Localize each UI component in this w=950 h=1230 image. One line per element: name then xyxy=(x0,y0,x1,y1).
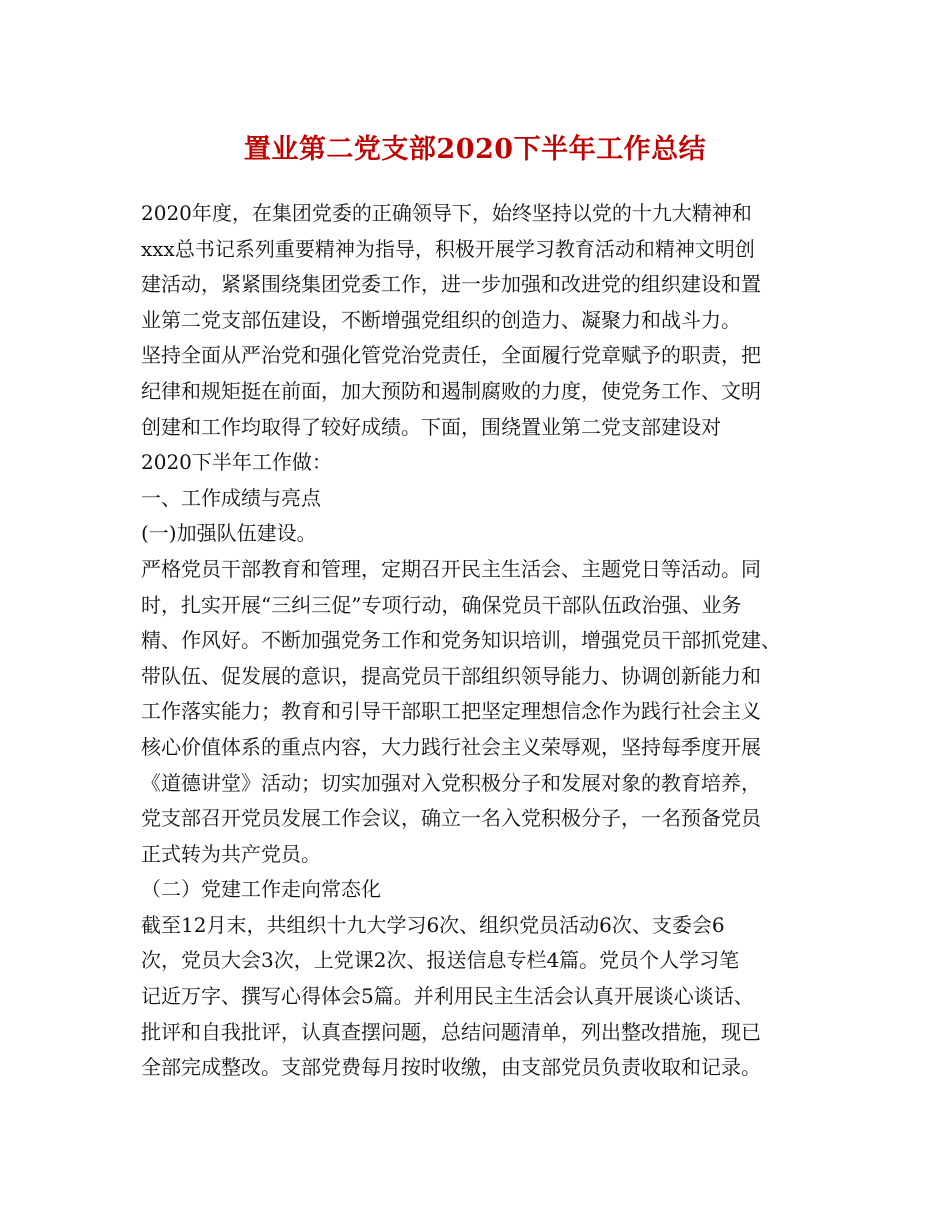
body-line: 次，党员大会3次，上党课2次、报送信息专栏4篇。党员个人学习笔 xyxy=(141,948,740,973)
body-line: 带队伍、促发展的意识，提高党员干部组织领导能力、协调创新能力和 xyxy=(141,663,761,688)
body-line: 创建和工作均取得了较好成绩。下面，围绕置业第二党支部建设对 xyxy=(141,414,721,439)
body-line: 纪律和规矩挺在前面，加大预防和遏制腐败的力度，使党务工作、文明 xyxy=(141,378,761,403)
body-line: 工作落实能力；教育和引导干部职工把坚定理想信念作为践行社会主义 xyxy=(141,699,761,724)
body-line: 精、作风好。不断加强党务工作和党务知识培训，增强党员干部抓党建、 xyxy=(141,628,781,653)
body-line: 党支部召开党员发展工作会议，确立一名入党积极分子，一名预备党员 xyxy=(141,806,761,831)
body-line: 《道德讲堂》活动；切实加强对入党积极分子和发展对象的教育培养， xyxy=(141,770,761,795)
subsection-heading: （二）党建工作走向常态化 xyxy=(141,877,381,902)
body-line: 记近万字、撰写心得体会5篇。并利用民主生活会认真开展谈心谈话、 xyxy=(141,984,754,1009)
body-line: 2020年度，在集团党委的正确领导下，始终坚持以党的十九大精神和 xyxy=(141,201,752,225)
document-title: 置业第二党支部2020下半年工作总结 xyxy=(243,134,707,165)
body-line: 截至12月末，共组织十九大学习6次、组织党员活动6次、支委会6 xyxy=(141,912,725,937)
body-line: 2020下半年工作做： xyxy=(141,450,332,475)
body-line: 时，扎实开展“三纠三促”专项行动，确保党员干部队伍政治强、业务 xyxy=(141,592,742,617)
body-line: 核心价值体系的重点内容，大力践行社会主义荣辱观，坚持每季度开展 xyxy=(141,734,761,759)
body-line: xxx总书记系列重要精神为指导，积极开展学习教育活动和精神文明创 xyxy=(141,236,755,261)
subsection-heading: (一)加强队伍建设。 xyxy=(141,521,317,546)
body-line: 坚持全面从严治党和强化管党治党责任，全面履行党章赋予的职责，把 xyxy=(141,343,761,368)
body-line: 全部完成整改。支部党费每月按时收缴，由支部党员负责收取和记录。 xyxy=(141,1055,761,1080)
body-line: 建活动，紧紧围绕集团党委工作，进一步加强和改进党的组织建设和置 xyxy=(141,272,761,297)
section-heading: 一、工作成绩与亮点 xyxy=(141,485,321,510)
body-line: 正式转为共产党员。 xyxy=(141,841,321,866)
body-line: 批评和自我批评，认真查摆问题，总结问题清单，列出整改措施，现已 xyxy=(141,1019,761,1044)
document-body xyxy=(141,196,831,1086)
body-line: 严格党员干部教育和管理，定期召开民主生活会、主题党日等活动。同 xyxy=(141,556,761,581)
body-line: 业第二党支部伍建设，不断增强党组织的创造力、凝聚力和战斗力。 xyxy=(141,307,741,332)
